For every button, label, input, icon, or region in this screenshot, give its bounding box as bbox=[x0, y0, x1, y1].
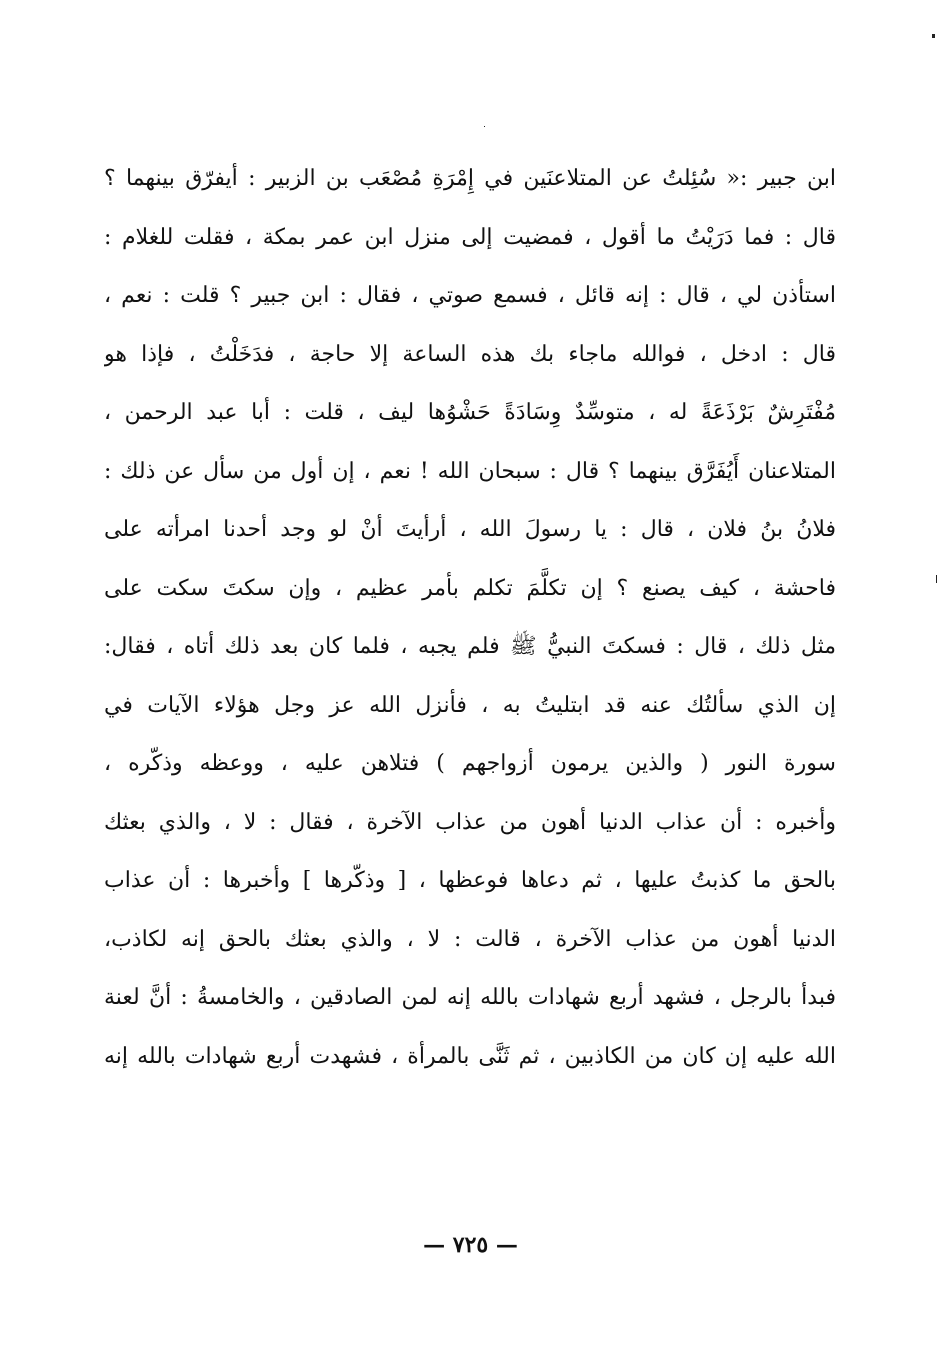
text-line-3: استأذن لي ، قال : إنه قائل ، فسمع صوتي ، فقال : ابن جبير ؟ قلت : نعم ، bbox=[104, 283, 836, 308]
text-line-2: قال : فما دَرَيْتُ ما أقول ، فمضيت إلى منزل ابن عمر بمكة ، فقلت للغلام : bbox=[104, 224, 836, 250]
text-line-6: المتلاعنان أَيُفَرَّق بينهما ؟ قال : سبحان الله ! نعم ، إن أول من سأل عن ذلك : bbox=[104, 458, 836, 484]
text-line-4: قال : ادخل ، فوالله ماجاء بك هذه الساعة إلا حاجة ، فدَخَلْتُ ، فإذا هو bbox=[104, 341, 836, 367]
scan-speck bbox=[932, 34, 935, 38]
text-line-12: وأخبره : أن عذاب الدنيا أهون من عذاب الآخرة ، فقال : لا ، والذي بعثك bbox=[104, 809, 836, 835]
scan-speck bbox=[484, 126, 485, 127]
body-text bbox=[104, 150, 836, 1086]
text-line-13: بالحق ما كذبتُ عليها ، ثم دعاها فوعظها ، [ وذكّرها ] وأخبرها : أن عذاب bbox=[104, 868, 836, 893]
text-line-9: مثل ذلك ، قال : فسكتَ النبيُّ ﷺ فلم يجبه ، فلما كان بعد ذلك أتاه ، فقال: bbox=[104, 634, 836, 659]
page-number: — ٧٢٥ — bbox=[423, 1232, 518, 1258]
text-line-16: الله عليه إن كان من الكاذبين ، ثم ثَنَّى بالمرأة ، فشهدت أربع شهادات بالله إنه bbox=[104, 1043, 836, 1069]
text-line-15: فبدأ بالرجل ، فشهد أربع شهادات بالله إنه لمن الصادقين ، والخامسةُ : أنَّ لعنة bbox=[104, 985, 836, 1010]
scan-speck bbox=[936, 575, 937, 583]
text-line-5: مُفْتَرِشٌ بَرْذَعَةً له ، متوسِّدٌ وِسَادَةً حَشْوُها ليف ، قلت : أبا عبد الرحمن ، bbox=[104, 400, 836, 425]
text-line-1: ابن جبير :« سُئِلتُ عن المتلاعنَين في إِمْرَةِ مُصْعَب بن الزبير : أيفرّق بينهما ؟ bbox=[104, 166, 836, 191]
text-line-8: فاحشة ، كيف يصنع ؟ إن تكلَّمَ تكلم بأمر عظيم ، وإن سكتَ سكت على bbox=[104, 575, 836, 601]
text-line-11: سورة النور ( والذين يرمون أزواجهم ) فتلاهن عليه ، ووعظه وذكّره ، bbox=[104, 751, 836, 776]
text-line-14: الدنيا أهون من عذاب الآخرة ، قالت : لا ، والذي بعثك بالحق إنه لكاذب، bbox=[104, 926, 836, 952]
text-line-7: فلانُ بنُ فلان ، قال : يا رسولَ الله ، أرأيتَ أنْ لو وجد أحدنا امرأته على bbox=[104, 517, 836, 542]
text-line-10: إن الذي سألتُك عنه قد ابتليتُ به ، فأنزل الله عز وجل هؤلاء الآيات في bbox=[104, 692, 836, 718]
